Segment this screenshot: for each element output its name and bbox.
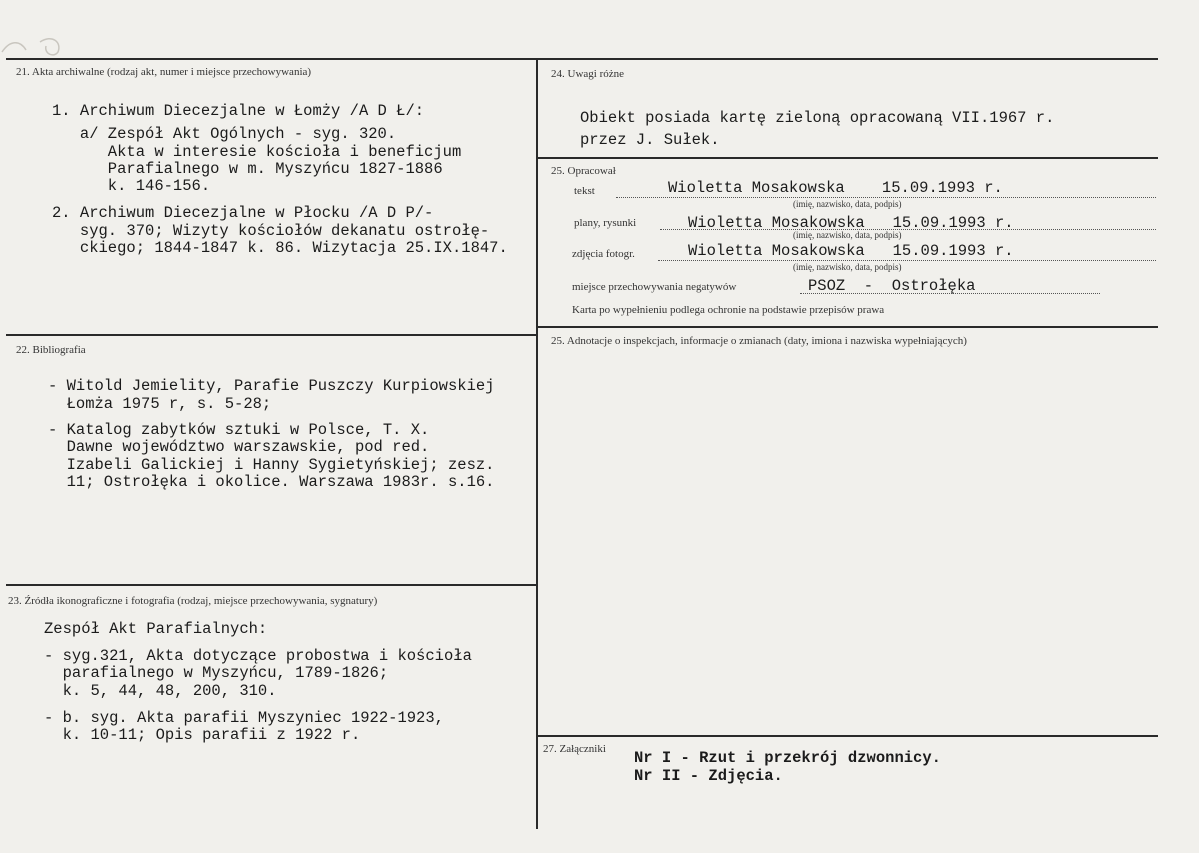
section-22-line: Izabeli Galickiej i Hanny Sygietyńskiej; zesz.	[48, 456, 495, 474]
tekst-caption: (imię, nazwisko, data, podpis)	[793, 199, 902, 209]
section-22-line: Łomża 1975 r, s. 5-28;	[48, 395, 272, 413]
tekst-label: tekst	[574, 185, 595, 197]
section-23-line: - syg.321, Akta dotyczące probostwa i kościoła	[44, 647, 472, 665]
section-22-line: 11; Ostrołęka i okolice. Warszawa 1983r. s.16.	[48, 473, 495, 491]
section-27-line: Nr I - Rzut i przekrój dzwonnicy.	[634, 749, 941, 767]
section-23-line: Zespół Akt Parafialnych:	[44, 620, 268, 638]
protection-note: Karta po wypełnieniu podlega ochronie na podstawie przepisów prawa	[572, 304, 885, 316]
rule-21-22	[6, 334, 536, 336]
section-24-line: Obiekt posiada kartę zieloną opracowaną VII.1967 r.	[580, 109, 1055, 127]
section-23-line: parafialnego w Myszyńcu, 1789-1826;	[44, 664, 389, 682]
section-22-line: - Witold Jemielity, Parafie Puszczy Kurpiowskiej	[48, 377, 495, 395]
section-21-line: k. 146-156.	[52, 177, 211, 195]
section-27-line: Nr II - Zdjęcia.	[634, 767, 783, 785]
section-21-line: Parafialnego w m. Myszyńcu 1827-1886	[52, 160, 443, 178]
section-24-line: przez J. Sułek.	[580, 131, 720, 149]
section-21-line: ckiego; 1844-1847 k. 86. Wizytacja 25.IX.1847.	[52, 239, 508, 257]
section-23-line: k. 10-11; Opis parafii z 1922 r.	[44, 726, 361, 744]
section-21-label: 21. Akta archiwalne (rodzaj akt, numer i miejsce przechowywania)	[16, 66, 312, 78]
section-21-line: a/ Zespół Akt Ogólnych - syg. 320.	[52, 125, 397, 143]
section-25-label: 25. Opracował	[551, 165, 616, 177]
section-21-line: syg. 370; Wizyty kościołów dekanatu ostrołę-	[52, 222, 490, 240]
rule-25b-27	[537, 735, 1158, 737]
section-22-line: Dawne województwo warszawskie, pod red.	[48, 438, 430, 456]
handwritten-mark	[0, 30, 70, 60]
section-21-line: 2. Archiwum Diecezjalne w Płocku /A D P/-	[52, 204, 434, 222]
zdjecia-value: Wioletta Mosakowska 15.09.1993 r.	[688, 242, 1014, 260]
plany-caption: (imię, nazwisko, data, podpis)	[793, 230, 902, 240]
section-25b-label: 25. Adnotacje o inspekcjach, informacje o zmianach (daty, imiona i nazwiska wypełniających)	[551, 335, 967, 347]
zdjecia-dotted-line	[658, 260, 1156, 261]
section-23-line: k. 5, 44, 48, 200, 310.	[44, 682, 277, 700]
tekst-dotted-line	[616, 197, 1156, 198]
rule-22-23	[6, 584, 536, 586]
plany-label: plany, rysunki	[574, 217, 637, 229]
rule-24-25	[537, 157, 1158, 159]
section-24-label: 24. Uwagi różne	[551, 68, 625, 80]
negatywy-label: miejsce przechowywania negatywów	[572, 281, 737, 293]
section-22-line: - Katalog zabytków sztuki w Polsce, T. X.	[48, 421, 430, 439]
rule-25-25b	[537, 326, 1158, 328]
zdjecia-caption: (imię, nazwisko, data, podpis)	[793, 262, 902, 272]
section-23-label: 23. Źródła ikonograficzne i fotografia (rodzaj, miejsce przechowywania, sygnatury)	[8, 595, 378, 607]
section-21-line: Akta w interesie kościoła i beneficjum	[52, 143, 462, 161]
top-rule	[6, 58, 1158, 60]
negatywy-value: PSOZ - Ostrołęka	[808, 277, 976, 295]
section-27-label: 27. Załączniki	[543, 743, 606, 755]
section-22-label: 22. Bibliografia	[16, 344, 86, 356]
section-21-line: 1. Archiwum Diecezjalne w Łomży /A D Ł/:	[52, 102, 425, 120]
center-divider	[536, 59, 538, 829]
section-23-line: - b. syg. Akta parafii Myszyniec 1922-1923,	[44, 709, 444, 727]
plany-value: Wioletta Mosakowska 15.09.1993 r.	[688, 214, 1014, 232]
zdjecia-label: zdjęcia fotogr.	[572, 248, 635, 260]
tekst-value: Wioletta Mosakowska 15.09.1993 r.	[668, 179, 1003, 197]
